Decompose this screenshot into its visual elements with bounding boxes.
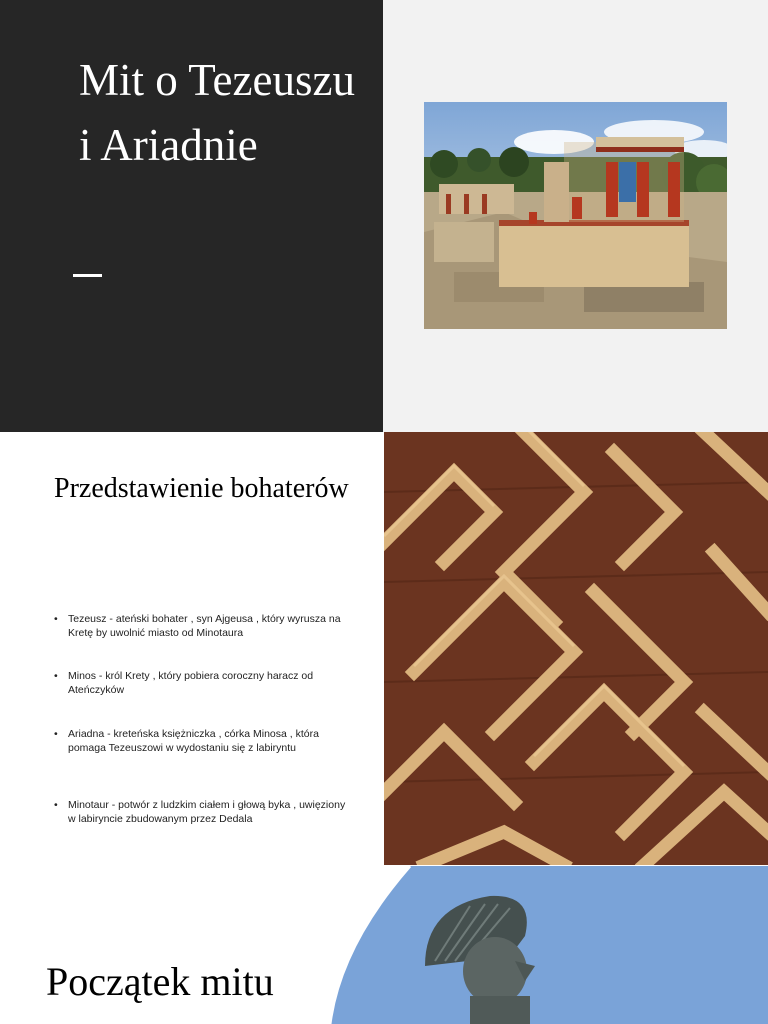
- beginning-heading: Początek mitu: [46, 959, 274, 1004]
- wooden-maze-image: [384, 432, 768, 865]
- slide-title-text: Mit o Tezeuszu i Ariadnie: [79, 55, 355, 170]
- slide-characters: [0, 432, 768, 865]
- list-item: • Ariadna - kreteńska księżniczka , córka Minosa , która pomaga Tezeuszowi w wydostaniu się z labiryntu: [54, 727, 354, 755]
- title-panel: [0, 0, 383, 432]
- list-item: • Minos - król Krety , który pobiera coroczny haracz od Ateńczyków: [54, 669, 354, 697]
- characters-heading: Przedstawienie bohaterów: [54, 473, 349, 504]
- title-underline: [73, 274, 102, 277]
- wooden-maze-photo: [384, 432, 768, 865]
- list-item: • Tezeusz - ateński bohater , syn Ajgeusa , który wyrusza na Kretę by uwolnić miasto od Minotaura: [54, 612, 354, 640]
- list-item: • Minotaur - potwór z ludzkim ciałem i głową byka , uwięziony w labiryncie zbudowanym przez Dedala: [54, 798, 354, 826]
- helmet-statue-image: [330, 866, 768, 1024]
- slide-beginning: [0, 866, 768, 1024]
- slide-title: [0, 0, 768, 432]
- knossos-palace-photo: [424, 102, 727, 329]
- statue-photo: [330, 866, 768, 1024]
- knossos-palace-image: [424, 102, 727, 329]
